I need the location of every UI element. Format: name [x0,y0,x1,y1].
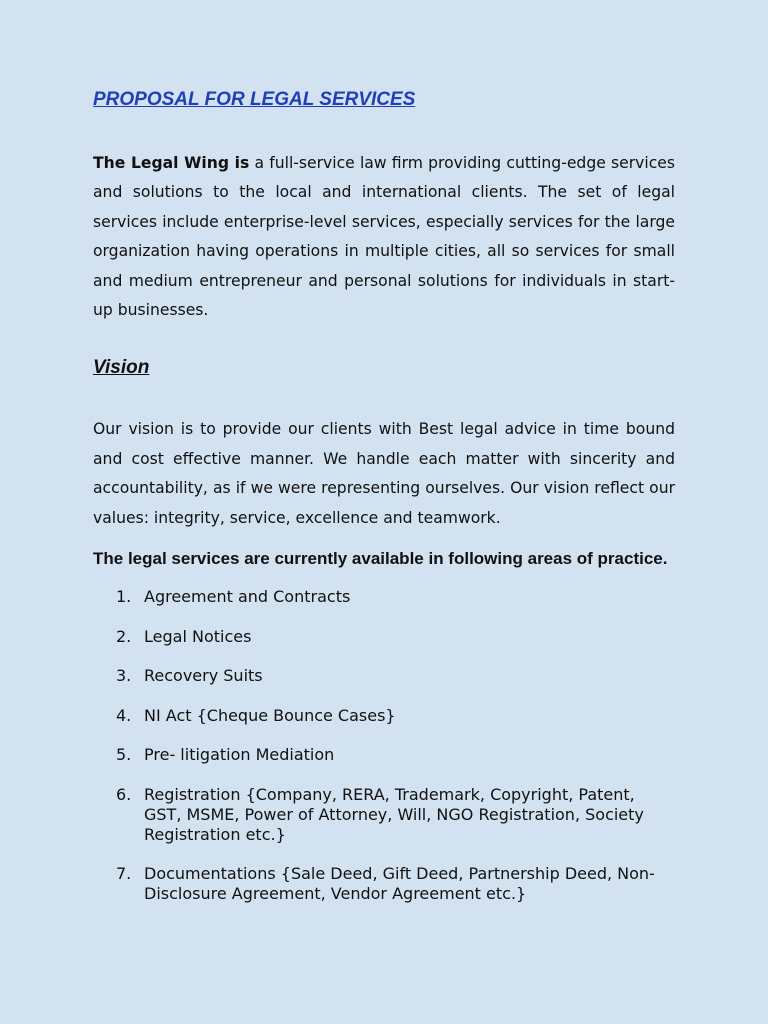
list-item [93,587,675,607]
list-item [93,627,675,647]
list-item [93,785,675,845]
list-item-number: 7. [116,864,132,884]
list-item-text: Legal Notices [144,626,252,646]
list-item [93,706,675,726]
list-item-text: NI Act {Cheque Bounce Cases} [144,705,396,725]
intro-paragraph [93,149,675,325]
intro-text: a full-service law firm providing cutting-edge services and solutions to the local and international clients. The set of legal services include enterprise-level services, especially services for the large organization having operations in multiple cities, all so services for small and medium entrepreneur and personal solutions for individuals in start-up businesses. [93,154,675,320]
list-item [93,745,675,765]
list-item [93,864,675,904]
list-item-text: Recovery Suits [144,666,263,686]
list-item-text: Pre- litigation Mediation [144,745,335,765]
document-page [93,86,675,924]
list-item [93,666,675,686]
list-item-text: Documentations {Sale Deed, Gift Deed, Partnership Deed, Non-Disclosure Agreement, Vendor Agreement etc.} [144,864,655,904]
firm-name: The Legal Wing is [93,154,250,172]
practice-areas-list [93,587,675,904]
practice-areas-heading: The legal services are currently available in following areas of practice. [93,549,668,569]
vision-heading: Vision [93,357,150,379]
list-item-number: 2. [116,626,132,646]
vision-paragraph: Our vision is to provide our clients with Best legal advice in time bound and cost effective manner. We handle each matter with sincerity and accountability, as if we were representing ourselves. Our vision reflect our values: integrity, service, excellence and teamwork. [93,420,675,527]
list-item-number: 5. [116,745,132,765]
list-item-text: Registration {Company, RERA, Trademark, Copyright, Patent, GST, MSME, Power of Attorney, Will, NGO Registration, Society Registration etc.} [144,784,644,844]
document-title: PROPOSAL FOR LEGAL SERVICES [93,89,416,110]
list-item-number: 4. [116,705,132,725]
list-item-number: 6. [116,784,132,804]
list-item-text: Agreement and Contracts [144,587,351,607]
list-item-number: 1. [116,587,132,607]
list-item-number: 3. [116,666,132,686]
